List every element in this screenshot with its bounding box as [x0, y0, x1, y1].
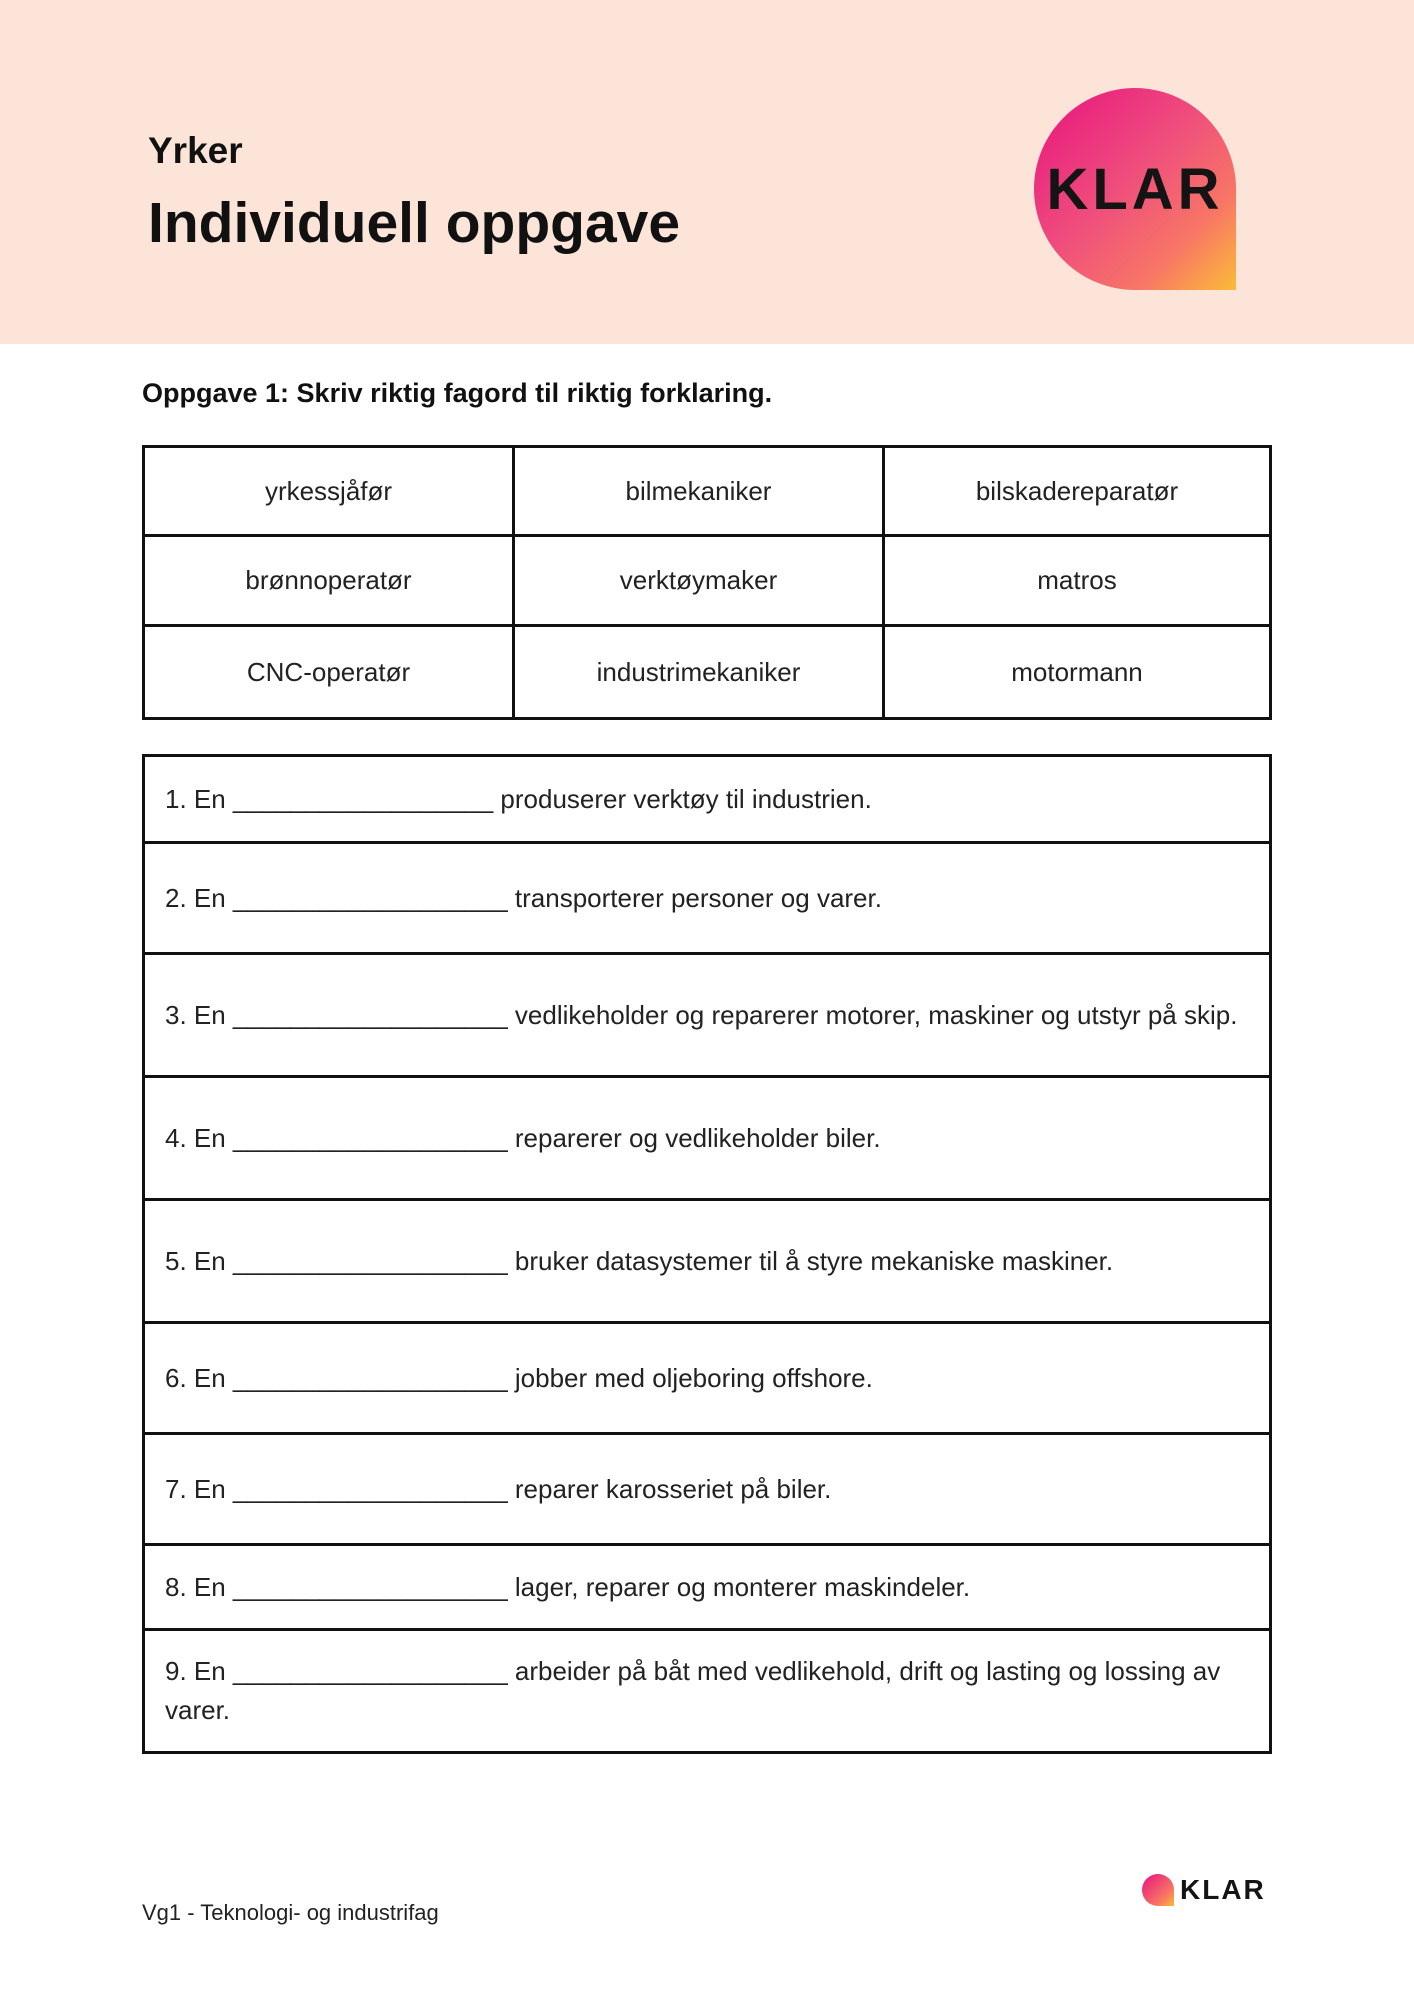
- sentence-7: 7. En ___________________ reparer karosseriet på biler.: [144, 1434, 1271, 1545]
- word-bank-row: [144, 536, 1271, 626]
- word-bank-table: [142, 445, 1272, 720]
- sentence-row: [144, 954, 1271, 1077]
- sentence-row: [144, 1077, 1271, 1200]
- page-title: Individuell oppgave: [148, 191, 681, 255]
- sentence-row: [144, 1545, 1271, 1630]
- header-banner: [0, 0, 1414, 344]
- word-cell: yrkessjåfør: [144, 447, 514, 536]
- word-bank-row: [144, 626, 1271, 719]
- sentence-2: 2. En ___________________ transporterer personer og varer.: [144, 843, 1271, 954]
- word-cell: matros: [884, 536, 1271, 626]
- sentence-5: 5. En ___________________ bruker datasystemer til å styre mekaniske maskiner.: [144, 1200, 1271, 1323]
- sentence-8: 8. En ___________________ lager, reparer og monterer maskindeler.: [144, 1545, 1271, 1630]
- sentence-6: 6. En ___________________ jobber med oljeboring offshore.: [144, 1323, 1271, 1434]
- sentences-table: [142, 754, 1272, 1754]
- klar-logo-text: KLAR: [1046, 156, 1224, 222]
- sentence-9: 9. En ___________________ arbeider på båt med vedlikehold, drift og lasting og lossing av varer.: [144, 1630, 1271, 1753]
- footer-logo-text: KLAR: [1180, 1874, 1266, 1905]
- sentence-row: [144, 1323, 1271, 1434]
- task-heading: Oppgave 1: Skriv riktig fagord til riktig forklaring.: [142, 378, 773, 408]
- sentence-row: [144, 843, 1271, 954]
- klar-logo: [1034, 88, 1236, 290]
- sentence-row: [144, 1200, 1271, 1323]
- word-cell: CNC-operatør: [144, 626, 514, 719]
- page-subtitle: Yrker: [148, 130, 243, 171]
- footer-logo: [1142, 1874, 1266, 1906]
- sentence-4: 4. En ___________________ reparerer og vedlikeholder biler.: [144, 1077, 1271, 1200]
- word-cell: verktøymaker: [514, 536, 884, 626]
- klar-mark-icon: [1142, 1874, 1174, 1906]
- footer-course: Vg1 - Teknologi- og industrifag: [142, 1900, 439, 1925]
- sentence-row: [144, 1434, 1271, 1545]
- sentence-row: [144, 756, 1271, 843]
- sentence-3: 3. En ___________________ vedlikeholder og reparerer motorer, maskiner og utstyr på skip.: [144, 954, 1271, 1077]
- word-cell: bilskadereparatør: [884, 447, 1271, 536]
- word-bank-row: [144, 447, 1271, 536]
- sentence-1: 1. En __________________ produserer verktøy til industrien.: [144, 756, 1271, 843]
- word-cell: bilmekaniker: [514, 447, 884, 536]
- sentence-row: [144, 1630, 1271, 1753]
- word-cell: industrimekaniker: [514, 626, 884, 719]
- word-cell: brønnoperatør: [144, 536, 514, 626]
- word-cell: motormann: [884, 626, 1271, 719]
